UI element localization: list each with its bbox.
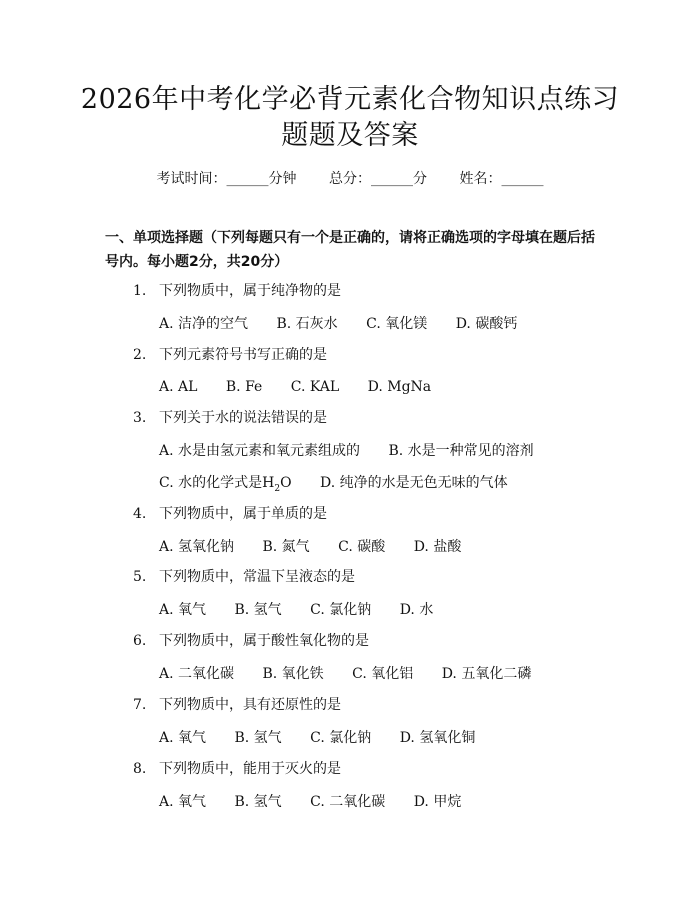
option-b: B. 氮气 — [262, 539, 310, 555]
exam-time-field: 考试时间：______分钟 — [156, 171, 297, 187]
option-d: D. 五氧化二磷 — [441, 666, 532, 682]
question-number: 7. — [133, 697, 147, 713]
question-options — [159, 441, 639, 461]
option-d: D. MgNa — [367, 379, 432, 395]
option-d: D. 碳酸钙 — [455, 316, 518, 332]
option-d: D. 盐酸 — [413, 539, 462, 555]
option-c: C. 氯化钠 — [310, 730, 372, 746]
question-number: 1. — [133, 283, 147, 299]
option-a: A. 二氧化碳 — [159, 666, 235, 682]
option-d: D. 甲烷 — [413, 794, 462, 810]
question-number: 3. — [133, 410, 147, 426]
total-score-field: 总分：______分 — [329, 171, 427, 187]
option-b: B. 氢气 — [234, 794, 282, 810]
page-title-line2: 题题及答案 — [281, 120, 419, 151]
option-b: B. Fe — [225, 379, 263, 395]
question-text: 下列物质中，具有还原性的是 — [159, 697, 341, 713]
question-number: 2. — [133, 347, 147, 363]
option-c: C. 氯化钠 — [310, 602, 372, 618]
question-stem — [133, 567, 613, 587]
name-field: 姓名：______ — [459, 171, 544, 187]
question-options — [159, 537, 639, 557]
question-stem — [133, 504, 613, 524]
option-a: A. AL — [159, 379, 198, 395]
question-stem — [133, 408, 613, 428]
question-text: 下列物质中，属于酸性氧化物的是 — [159, 633, 369, 649]
option-c: C. KAL — [290, 379, 340, 395]
question-text: 下列物质中，属于单质的是 — [159, 506, 327, 522]
option-a: A. 氧气 — [159, 794, 207, 810]
question-number: 8. — [133, 761, 147, 777]
section-heading: 一、单项选择题（下列每题只有一个是正确的，请将正确选项的字母填在题后括号内。每小题2分，共20分） — [105, 230, 595, 270]
option-b: B. 氢气 — [234, 730, 282, 746]
option-c-subscript: 2 — [274, 483, 281, 494]
question-number: 5. — [133, 569, 147, 585]
option-b: B. 氢气 — [234, 602, 282, 618]
option-d: D. 氢氧化铜 — [399, 730, 476, 746]
question-number: 6. — [133, 633, 147, 649]
option-a: A. 水是由氢元素和氧元素组成的 — [159, 443, 361, 459]
question-text: 下列关于水的说法错误的是 — [159, 410, 327, 426]
question-options — [159, 314, 639, 334]
option-a: A. 氧气 — [159, 602, 207, 618]
exam-meta — [0, 168, 700, 188]
option-b: B. 水是一种常见的溶剂 — [388, 443, 534, 459]
question-options — [159, 664, 639, 684]
option-c: C. 二氧化碳 — [310, 794, 386, 810]
page-title-line1: 2026年中考化学必背元素化合物知识点练习 — [80, 84, 620, 115]
question-stem — [133, 281, 613, 301]
option-a: A. 氢氧化钠 — [159, 539, 235, 555]
option-c: C. 氧化镁 — [366, 316, 428, 332]
question-options — [159, 600, 639, 620]
option-b: B. 石灰水 — [276, 316, 338, 332]
option-c: C. 碳酸 — [338, 539, 386, 555]
option-d: D. 纯净的水是无色无味的气体 — [320, 475, 508, 491]
option-b: B. 氧化铁 — [262, 666, 324, 682]
question-number: 4. — [133, 506, 147, 522]
option-c: C. 氧化铝 — [352, 666, 414, 682]
option-a: A. 洁净的空气 — [159, 316, 249, 332]
question-options — [159, 728, 639, 748]
question-text: 下列元素符号书写正确的是 — [159, 347, 327, 363]
question-stem — [133, 695, 613, 715]
question-options — [159, 792, 639, 812]
option-c-prefix: C. 水的化学式是H — [159, 475, 275, 491]
question-options — [159, 377, 639, 397]
question-text: 下列物质中，能用于灭火的是 — [159, 761, 341, 777]
question-options — [159, 473, 639, 499]
question-stem — [133, 759, 613, 779]
question-text: 下列物质中，常温下呈液态的是 — [159, 569, 355, 585]
option-a: A. 氧气 — [159, 730, 207, 746]
question-stem — [133, 345, 613, 365]
option-c-suffix: O — [280, 475, 292, 491]
option-c — [159, 475, 292, 494]
question-text: 下列物质中，属于纯净物的是 — [159, 283, 341, 299]
question-stem — [133, 631, 613, 651]
option-d: D. 水 — [399, 602, 434, 618]
